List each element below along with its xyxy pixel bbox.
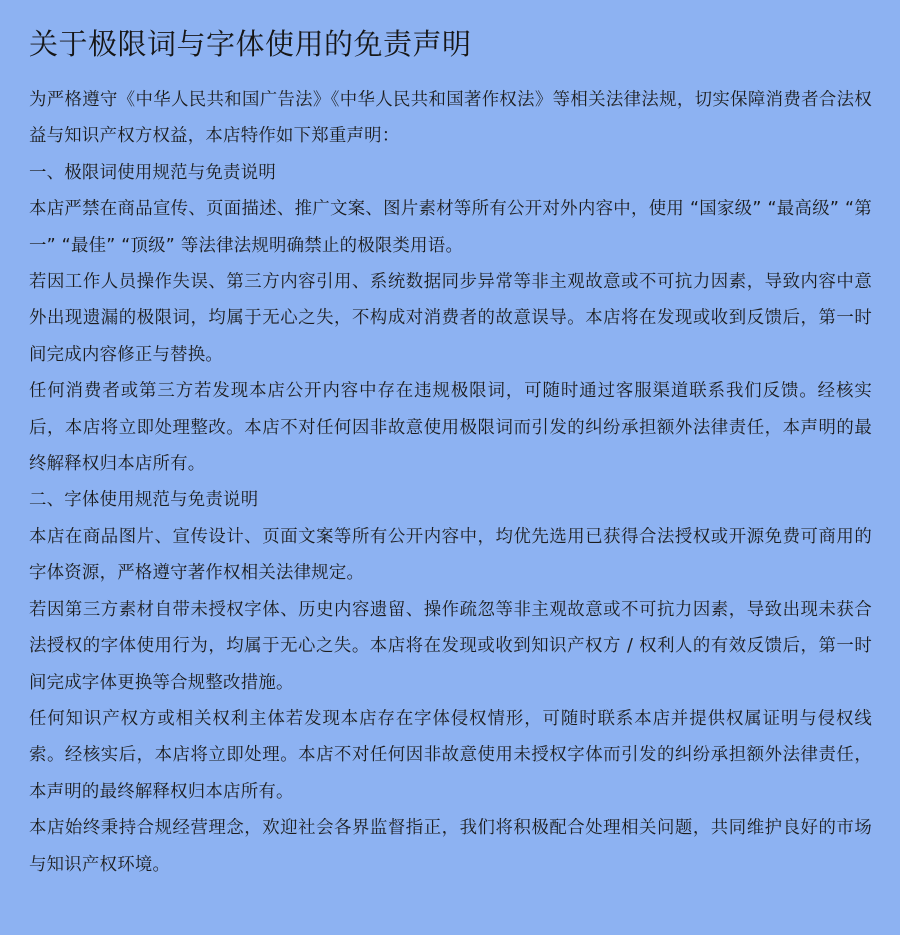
- disclaimer-body: [29, 82, 872, 883]
- intro-paragraph: 为严格遵守《中华人民共和国广告法》《中华人民共和国著作权法》等相关法律法规，切实保障消费者合法权益与知识产权方权益，本店特作如下郑重声明：: [29, 90, 872, 147]
- section-heading-extreme-words: 一、极限词使用规范与免责说明: [29, 162, 276, 183]
- fonts-report-paragraph: 任何知识产权方或相关权利主体若发现本店存在字体侵权情形，可随时联系本店并提供权属证明与侵权线索。经核实后，本店将立即处理。本店不对任何因非故意使用未授权字体而引发的纠纷承担额外法律责任，本声明的最终解释权归本店所有。: [29, 708, 872, 802]
- fonts-licensing-paragraph: 本店在商品图片、宣传设计、页面文案等所有公开内容中，均优先选用已获得合法授权或开源免费可商用的字体资源，严格遵守著作权相关法律规定。: [29, 526, 872, 584]
- extreme-words-report-paragraph: 任何消费者或第三方若发现本店公开内容中存在违规极限词，可随时通过客服渠道联系我们反馈。经核实后，本店将立即处理整改。本店不对任何因非故意使用极限词而引发的纠纷承担额外法律责任，本声明的最终解释权归本店所有。: [29, 381, 872, 475]
- extreme-words-accident-paragraph: 若因工作人员操作失误、第三方内容引用、系统数据同步异常等非主观故意或不可抗力因素，导致内容中意外出现遗漏的极限词，均属于无心之失，不构成对消费者的故意误导。本店将在发现或收到反馈后，第一时间完成内容修正与替换。: [29, 272, 872, 365]
- fonts-accident-paragraph: 若因第三方素材自带未授权字体、历史内容遗留、操作疏忽等非主观故意或不可抗力因素，导致出现未获合法授权的字体使用行为，均属于无心之失。本店将在发现或收到知识产权方 / 权利人的有效反馈后，第一时间完成字体更换等合规整改措施。: [29, 599, 872, 693]
- closing-paragraph: 本店始终秉持合规经营理念，欢迎社会各界监督指正，我们将积极配合处理相关问题，共同维护良好的市场与知识产权环境。: [29, 818, 872, 875]
- extreme-words-ban-paragraph: 本店严禁在商品宣传、页面描述、推广文案、图片素材等所有公开对外内容中，使用 “国家级” “最高级” “第一” “最佳” “顶级” 等法律法规明确禁止的极限类用语。: [29, 199, 872, 256]
- section-heading-fonts: 二、字体使用规范与免责说明: [29, 490, 259, 511]
- page-title: 关于极限词与字体使用的免责声明: [29, 27, 472, 61]
